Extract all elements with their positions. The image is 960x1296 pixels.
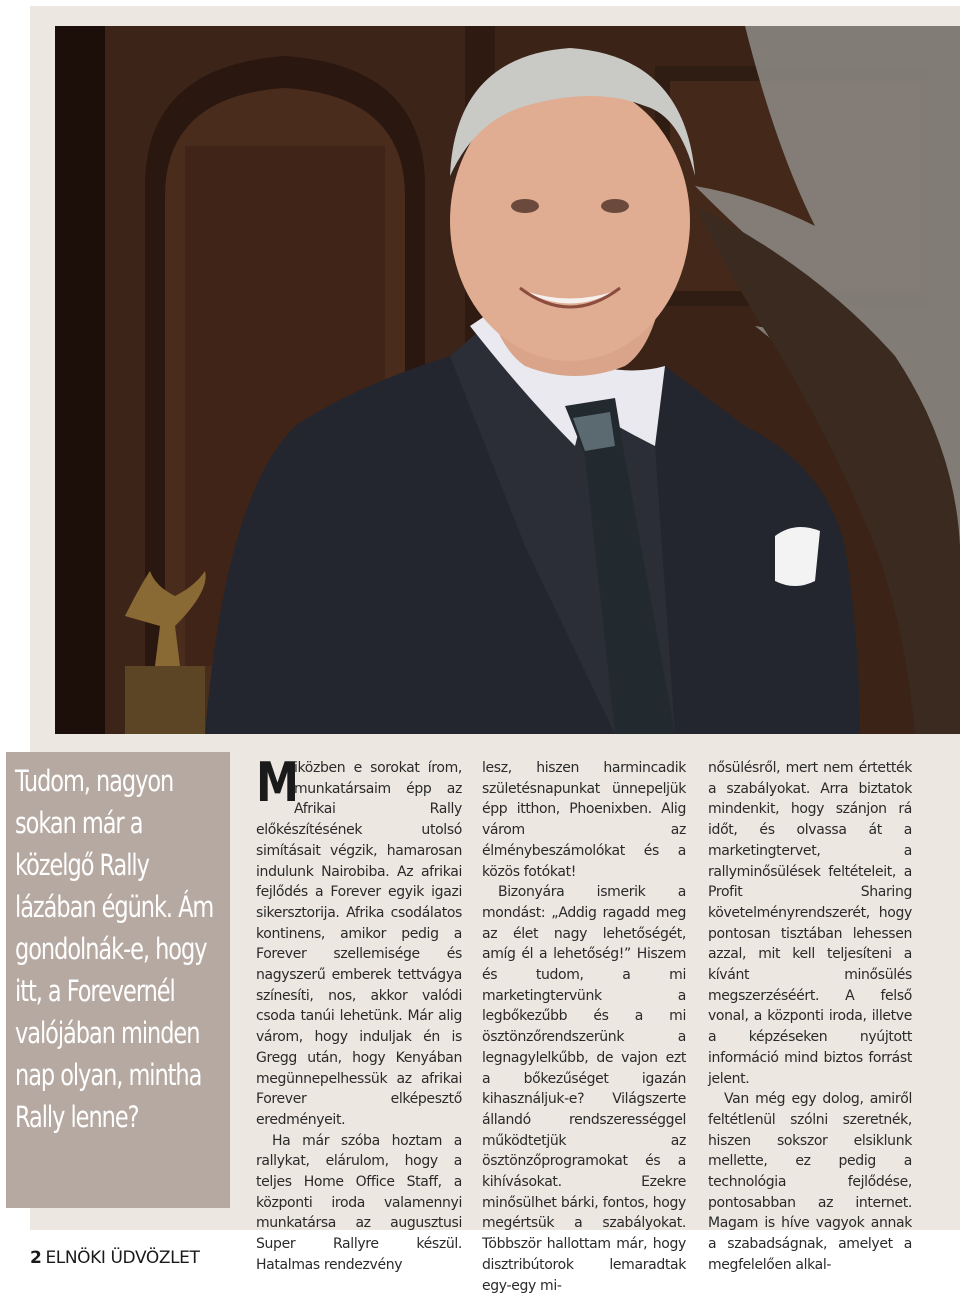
article-paragraph: Van még egy dolog, amiről feltétlenül szólni szeretnék, hiszen sokszor elsiklunk mellette, ez pedig a technológia fejlődése, pontosabban az internet. Magam is híve vagyok annak a szabadságnak, amelyet a megfelelően alkal- — [708, 1091, 912, 1273]
article-column-1 — [256, 751, 462, 1276]
article-paragraph: Ha már szóba hoztam a rallykat, elárulom, hogy a teljes Home Office Staff, a központi iroda valamennyi munkatársa az augusztusi Super Rallyre készül. Hatalmas rendezvény — [256, 1132, 462, 1273]
article-column-2 — [482, 758, 686, 1296]
portrait-illustration — [55, 26, 960, 734]
section-title: ELNÖKI ÜDVÖZLET — [45, 1248, 200, 1268]
pull-quote-box — [6, 752, 230, 1208]
article-paragraph: lesz, hiszen harmincadik születésnapunkat ünnepeljük épp itthon, Phoenixben. Alig várom az élménybeszámolókat és a közös fotókat! — [482, 760, 686, 880]
pull-quote: Tudom, nagyon sokan már a közelgő Rally lázában égünk. Ám gondolnák-e, hogy itt, a Forevernél valójában minden nap olyan, mintha Rally lenne? — [15, 764, 214, 1134]
portrait-photo — [55, 26, 960, 734]
article-column-3 — [708, 758, 912, 1276]
page-number: 2 — [30, 1248, 42, 1268]
article-paragraph — [256, 751, 462, 1131]
article-paragraph: nősülésről, mert nem értették a szabályokat. Arra biztatok mindenkit, hogy szánjon rá időt, és olvassa át a marketingtervet, a rallyminősülések feltételeit, a Profit Sharing követelményrendszerét, hogy pontosan tisztában lehessen azzal, mit kell teljesíteni a kívánt minősülés megszerzéséért. A felső vonal, a központi iroda, illetve a képzéseken nyújtott információ mind biztos forrást jelent. — [708, 760, 912, 1087]
article-paragraph: Bizonyára ismerik a mondást: „Addig ragadd meg az élet nagy lehetőségét, amíg él a lehetőség!” Hiszem és tudom, a mi marketingtervünk a legbőkezűbb és a mi ösztönzőrendszerünk a legnagylelkűbb, de vajon ezt a bőkezűséget igazán kihasználjuk-e? Világszerte állandó rendszerességgel működtetjük az ösztönzőprogramokat és a kihívásokat. Ezekre minősülhet bárki, fontos, hogy megértsük a szabályokat. Többször hallottam már, hogy disztribútorok lemaradtak egy-egy mi- — [482, 884, 686, 1294]
page-footer — [30, 1248, 200, 1268]
drop-cap: M — [256, 751, 298, 814]
paragraph-text: iközben e sorokat írom, munkatársaim épp az Afrikai Rally előkészítésének utolsó simításait végzik, hamarosan indulunk Nairobiba. Az afrikai fejlődés a Forever egyik igazi sikersztorija. Afrika csodálatos kontinens, amikor pedig a Forever szellemisége és nagyszerű emberek tettvágya színesíti, nos, akkor valódi csoda tanúi lehetünk. Már alig várom, hogy induljak én is Gregg után, hogy Kenyában megünnepelhessük az afrikai Forever elképesztő eredményeit. — [256, 760, 462, 1128]
